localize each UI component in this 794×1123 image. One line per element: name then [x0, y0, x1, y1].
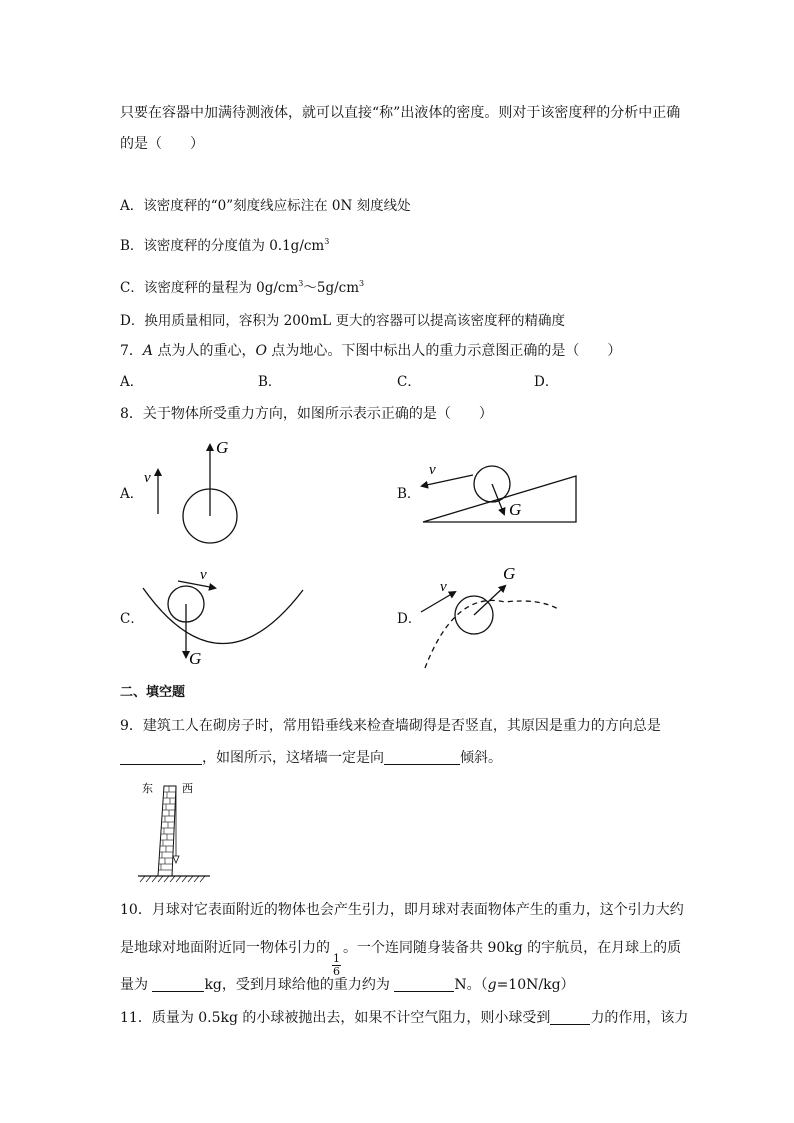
q10-line3-end: =10N/kg）	[496, 977, 575, 993]
q9-line1: 9．建筑工人在砌房子时，常用铅垂线来检查墙砌得是否竖直，其原因是重力的方向总是	[120, 718, 661, 734]
q10-line3-pre: 量为	[120, 977, 153, 993]
q10-line2-post: 。一个连同随身装备共 90kg 的宇航员，在月球上的质	[343, 940, 682, 956]
fraction-numerator: 1	[333, 952, 340, 965]
q10-g-symbol: g	[487, 977, 497, 993]
q7-point-o: O	[255, 343, 267, 359]
q8-label-c: C．	[120, 611, 144, 627]
g-label: G	[216, 438, 229, 457]
velocity-arrow	[178, 581, 215, 588]
q10-line3-mid: kg，受到月球给他的重力约为	[204, 977, 395, 993]
q8-figure-b	[418, 455, 583, 530]
q9-line2	[120, 748, 502, 768]
q7-option-d: D．	[534, 374, 559, 390]
v-label: v	[200, 567, 207, 583]
q6-stem-line2: 的是（ ）	[120, 136, 204, 152]
fraction-denominator: 6	[333, 965, 340, 978]
v-label: v	[429, 462, 436, 478]
q11-line	[120, 1008, 688, 1028]
q8-label-a: A．	[120, 486, 144, 502]
q7-point-a: A	[142, 343, 154, 359]
q10-line3-end-pre: N。（	[454, 977, 488, 993]
q7-text1: 点为人的重心，	[153, 343, 256, 359]
q8-stem: 8．关于物体所受重力方向，如图所示表示正确的是（ ）	[120, 406, 493, 422]
q6-option-b-text: B．该密度秤的分度值为 0.1g/cm	[120, 238, 325, 254]
brick-wall	[158, 786, 176, 876]
g-label: G	[509, 500, 522, 519]
q7-stem	[120, 341, 621, 361]
track-curve	[143, 588, 303, 644]
q10-line1: 10．月球对它表面附近的物体也会产生引力，即月球对表面物体产生的重力，这个引力大约	[120, 902, 684, 918]
q9-blank-1[interactable]	[120, 750, 202, 765]
q11-blank[interactable]	[550, 1010, 590, 1025]
q8-label-b: B．	[397, 486, 421, 502]
q10-blank-2[interactable]	[394, 977, 454, 992]
q6-option-c-mid: ～5g/cm	[303, 280, 360, 296]
q10-line2-pre: 是地球对地面附近同一物体引力的	[120, 940, 330, 956]
q9-blank-2[interactable]	[384, 750, 460, 765]
q8-figure-a	[140, 436, 250, 550]
q7-number: 7．	[120, 343, 143, 359]
section-heading: 二、填空题	[120, 685, 186, 700]
west-label: 西	[182, 782, 193, 795]
q10-blank-1[interactable]	[152, 977, 204, 992]
velocity-arrow	[421, 592, 455, 612]
incline-triangle	[423, 476, 576, 522]
ground-hatch	[140, 876, 205, 882]
east-label: 东	[142, 782, 153, 795]
q10-line3	[120, 975, 575, 995]
q7-text2: 点为地心。下图中标出人的重力示意图正确的是（ ）	[266, 343, 622, 359]
plumb-bob	[173, 856, 179, 863]
q9-line2-end: 倾斜。	[460, 750, 502, 766]
q6-option-d: D．换用质量相同，容积为 200mL 更大的容器可以提高该密度秤的精确度	[120, 313, 565, 329]
q8-figure-d	[415, 560, 570, 672]
q6-stem-line1: 只要在容器中加满待测液体，就可以直接“称”出液体的密度。则对于该密度秤的分析中正确	[120, 105, 681, 121]
g-label: G	[503, 564, 516, 583]
q6-option-c-sup2: 3	[359, 279, 365, 288]
q7-option-c: C．	[397, 374, 421, 390]
g-label: G	[189, 649, 202, 668]
q11-pre: 11．质量为 0.5kg 的小球被抛出去，如果不计空气阻力，则小球受到	[120, 1010, 551, 1026]
q7-option-b: B．	[258, 374, 282, 390]
q8-label-d: D．	[397, 611, 422, 627]
q6-option-b-sup: 3	[324, 237, 330, 246]
q11-post: 力的作用，该力	[590, 1010, 689, 1026]
q8-figure-c	[138, 560, 313, 670]
q6-option-b	[120, 232, 329, 256]
q6-option-c	[120, 274, 364, 298]
q7-option-a: A．	[120, 374, 144, 390]
q6-option-c-text: C．该密度秤的量程为 0g/cm	[120, 280, 299, 296]
q9-wall-figure	[136, 778, 212, 884]
q10-line2	[120, 938, 681, 978]
q9-line2-mid: ，如图所示，这堵墙一定是向	[202, 750, 384, 766]
q6-option-a: A．该密度秤的“0”刻度线应标注在 0N 刻度线处	[120, 198, 411, 214]
v-label: v	[440, 579, 447, 595]
q6-option-c-sup1: 3	[298, 279, 304, 288]
v-label: v	[144, 470, 151, 486]
